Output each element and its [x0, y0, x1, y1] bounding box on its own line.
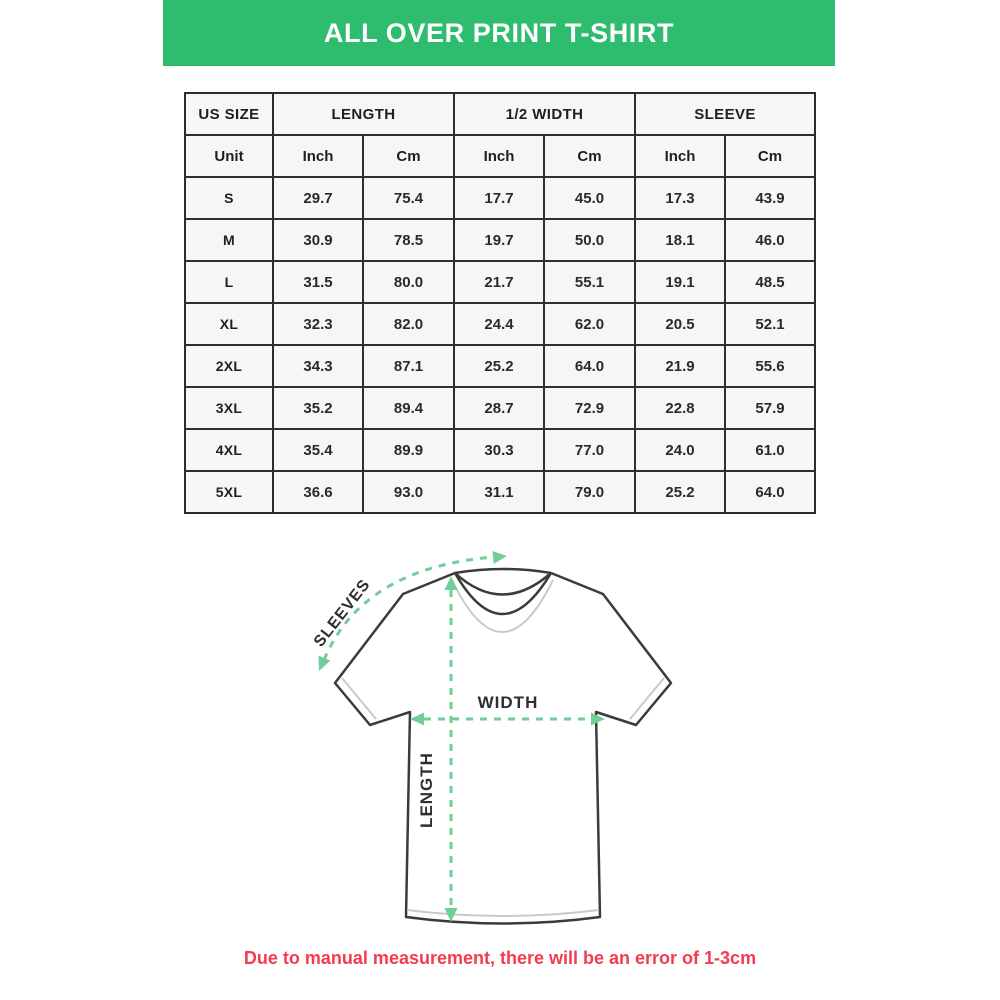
col-group-us-size: US SIZE: [185, 93, 273, 135]
tshirt-outline: [335, 569, 671, 924]
table-row-xl: [185, 303, 815, 345]
size-label: S: [185, 177, 273, 219]
table-cell: 19.7: [454, 219, 544, 261]
table-cell: 34.3: [273, 345, 363, 387]
table-cell: 22.8: [635, 387, 725, 429]
page-title: ALL OVER PRINT T-SHIRT: [323, 17, 675, 48]
length-label: LENGTH: [417, 752, 436, 828]
table-cell: 62.0: [544, 303, 635, 345]
table-cell: 35.2: [273, 387, 363, 429]
length-cm-header: Cm: [363, 135, 454, 177]
table-cell: 24.0: [635, 429, 725, 471]
table-cell: 48.5: [725, 261, 815, 303]
size-label: M: [185, 219, 273, 261]
table-cell: 77.0: [544, 429, 635, 471]
length-inch-header: Inch: [273, 135, 363, 177]
table-row-4xl: [185, 429, 815, 471]
table-cell: 89.4: [363, 387, 454, 429]
size-label: 2XL: [185, 345, 273, 387]
title-banner: [163, 0, 835, 66]
table-cell: 57.9: [725, 387, 815, 429]
table-cell: 32.3: [273, 303, 363, 345]
table-cell: 82.0: [363, 303, 454, 345]
sleeve-cm-header: Cm: [725, 135, 815, 177]
table-row-m: [185, 219, 815, 261]
table-row-l: [185, 261, 815, 303]
measurement-error-note: Due to manual measurement, there will be an error of 1-3cm: [243, 948, 757, 968]
table-cell: 19.1: [635, 261, 725, 303]
table-cell: 93.0: [363, 471, 454, 513]
size-chart-table: [184, 92, 816, 514]
table-cell: 61.0: [725, 429, 815, 471]
table-cell: 78.5: [363, 219, 454, 261]
table-cell: 20.5: [635, 303, 725, 345]
size-label: 3XL: [185, 387, 273, 429]
table-row-s: [185, 177, 815, 219]
group-header-row: [185, 93, 815, 135]
table-cell: 31.1: [454, 471, 544, 513]
half-width-inch-header: Inch: [454, 135, 544, 177]
size-label: 4XL: [185, 429, 273, 471]
unit-header: Unit: [185, 135, 273, 177]
table-cell: 28.7: [454, 387, 544, 429]
table-cell: 30.9: [273, 219, 363, 261]
table-cell: 55.1: [544, 261, 635, 303]
sleeves-arrowhead-start: [313, 656, 330, 674]
table-cell: 80.0: [363, 261, 454, 303]
size-label: 5XL: [185, 471, 273, 513]
table-cell: 25.2: [635, 471, 725, 513]
table-cell: 50.0: [544, 219, 635, 261]
size-label: XL: [185, 303, 273, 345]
table-cell: 46.0: [725, 219, 815, 261]
table-cell: 64.0: [544, 345, 635, 387]
table-cell: 21.9: [635, 345, 725, 387]
table-cell: 45.0: [544, 177, 635, 219]
table-row-5xl: [185, 471, 815, 513]
tshirt-measurement-diagram: [300, 540, 700, 940]
sleeves-label: SLEEVES: [310, 576, 375, 651]
table-cell: 18.1: [635, 219, 725, 261]
sleeves-arrowhead-end: [492, 550, 507, 564]
table-cell: 36.6: [273, 471, 363, 513]
table-cell: 24.4: [454, 303, 544, 345]
table-cell: 79.0: [544, 471, 635, 513]
table-cell: 72.9: [544, 387, 635, 429]
table-row-3xl: [185, 387, 815, 429]
table-cell: 21.7: [454, 261, 544, 303]
table-cell: 43.9: [725, 177, 815, 219]
col-group-half-width: 1/2 WIDTH: [454, 93, 635, 135]
table-cell: 17.3: [635, 177, 725, 219]
table-cell: 89.9: [363, 429, 454, 471]
table-cell: 55.6: [725, 345, 815, 387]
sleeve-inch-header: Inch: [635, 135, 725, 177]
table-cell: 17.7: [454, 177, 544, 219]
table-cell: 25.2: [454, 345, 544, 387]
table-row-2xl: [185, 345, 815, 387]
table-cell: 30.3: [454, 429, 544, 471]
col-group-length: LENGTH: [273, 93, 454, 135]
table-cell: 87.1: [363, 345, 454, 387]
half-width-cm-header: Cm: [544, 135, 635, 177]
table-cell: 64.0: [725, 471, 815, 513]
table-cell: 75.4: [363, 177, 454, 219]
width-label: WIDTH: [477, 693, 539, 712]
table-cell: 29.7: [273, 177, 363, 219]
table-cell: 35.4: [273, 429, 363, 471]
col-group-sleeve: SLEEVE: [635, 93, 815, 135]
unit-header-row: [185, 135, 815, 177]
table-cell: 52.1: [725, 303, 815, 345]
size-label: L: [185, 261, 273, 303]
table-cell: 31.5: [273, 261, 363, 303]
